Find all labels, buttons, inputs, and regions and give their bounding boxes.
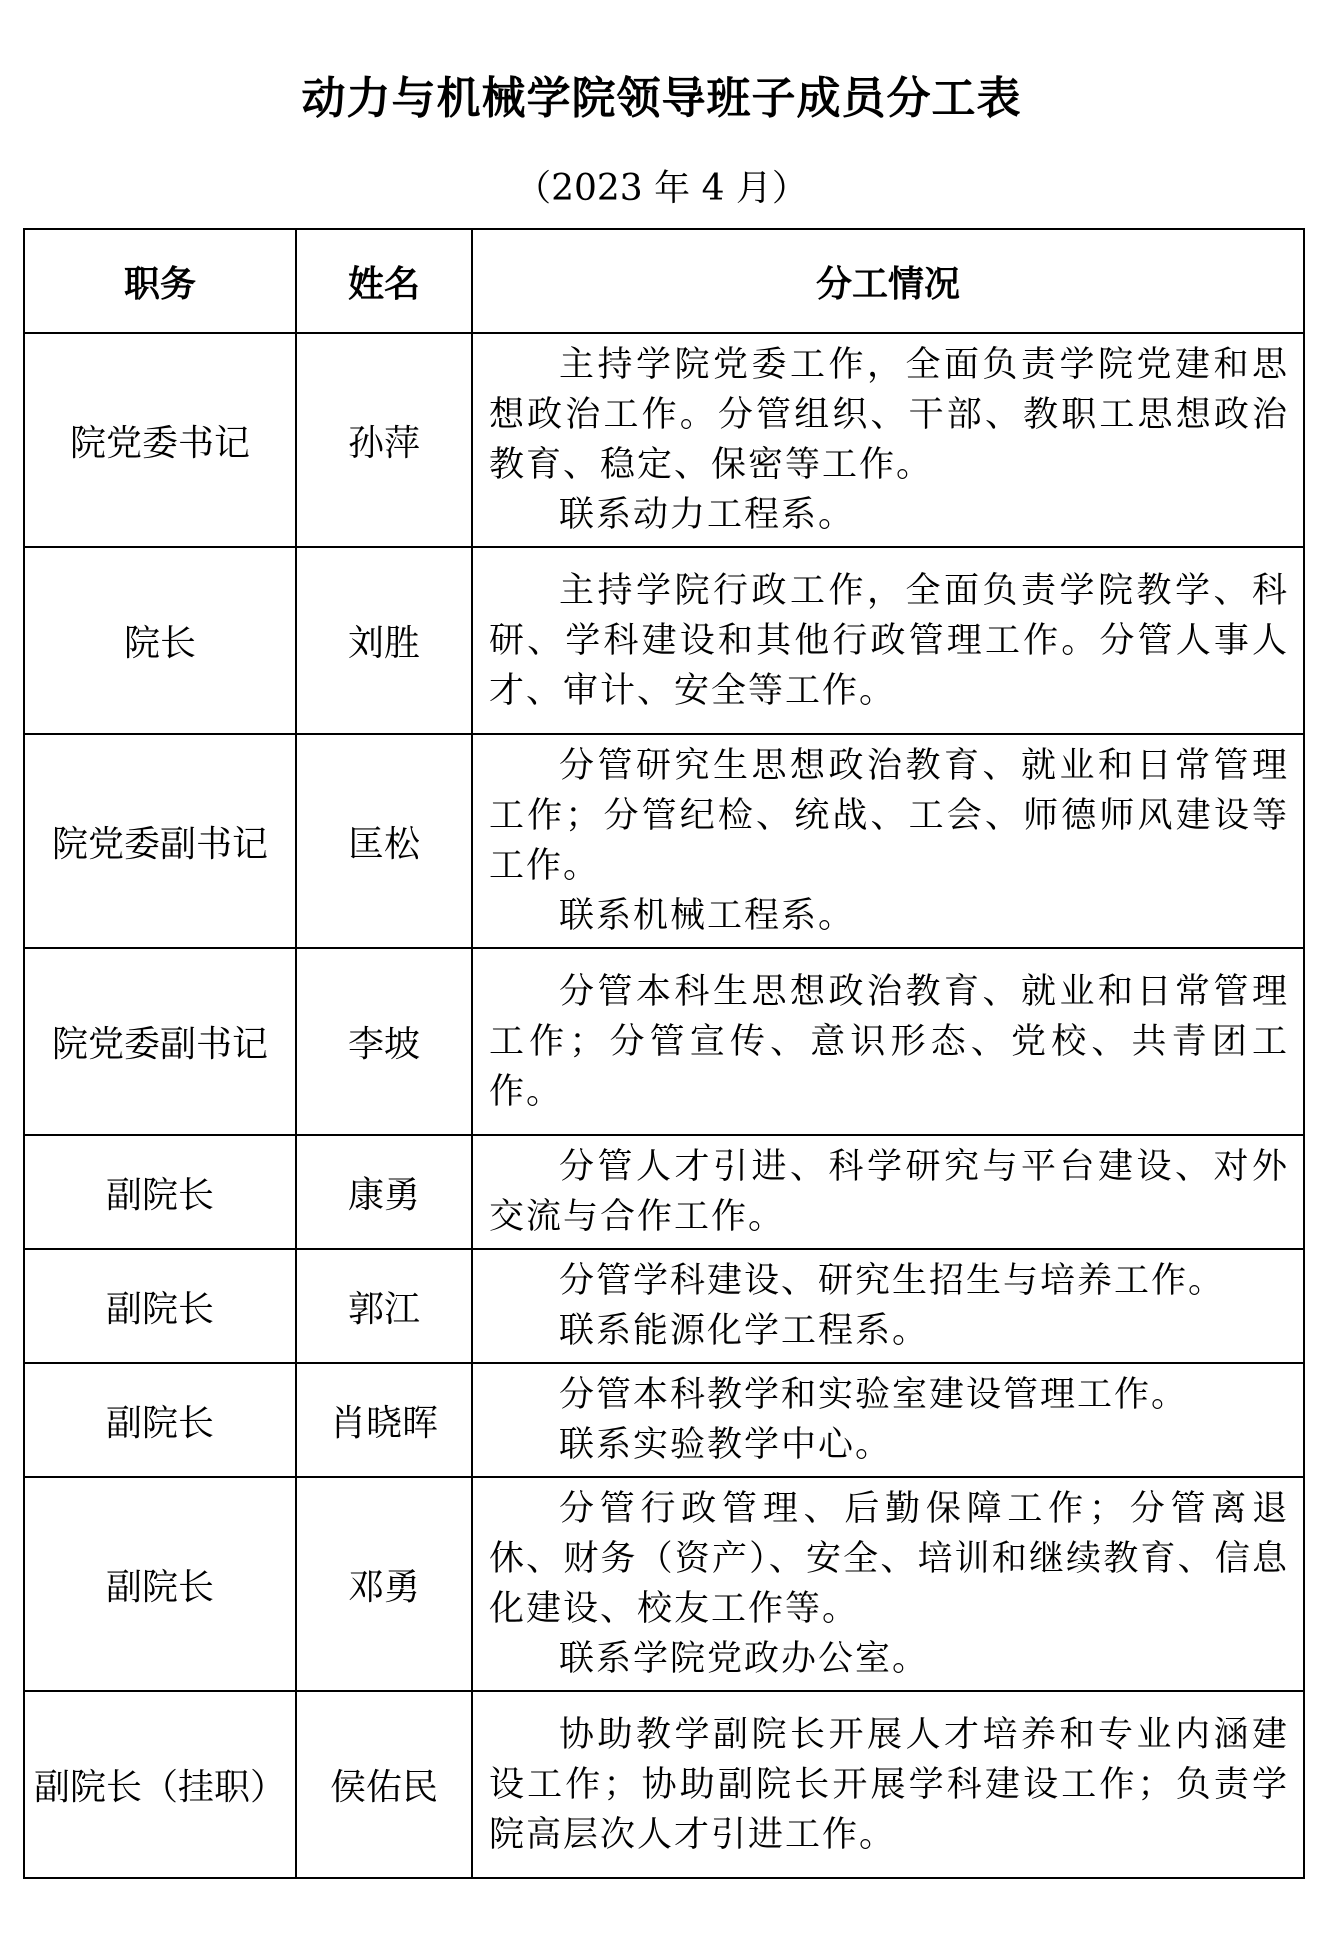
- position-cell: 副院长: [24, 1249, 296, 1363]
- duty-paragraph: 联系能源化学工程系。: [559, 1311, 930, 1351]
- position-cell: 副院长: [24, 1477, 296, 1691]
- table-row: [24, 1363, 1304, 1477]
- document-title: 动力与机械学院领导班子成员分工表: [301, 73, 1022, 124]
- name-cell: 李坡: [296, 948, 472, 1135]
- table-row: [24, 547, 1304, 734]
- table-body: [24, 333, 1304, 1878]
- header-duties: 分工情况: [472, 229, 1304, 333]
- name-cell: 侯佑民: [296, 1691, 472, 1878]
- table-row: [24, 1477, 1304, 1691]
- position-cell: 副院长（挂职）: [24, 1691, 296, 1878]
- duty-paragraph: 分管本科生思想政治教育、就业和日常管理工作；分管宣传、意识形态、党校、共青团工作。: [489, 971, 1289, 1112]
- header-row: [24, 229, 1304, 333]
- position-cell: 院党委副书记: [24, 734, 296, 948]
- table-row: [24, 1691, 1304, 1878]
- name-cell: 匡松: [296, 734, 472, 948]
- duties-cell: [472, 948, 1304, 1135]
- position-cell: 院党委副书记: [24, 948, 296, 1135]
- duty-paragraph: 分管行政管理、后勤保障工作；分管离退休、财务（资产）、安全、培训和继续教育、信息化建设、校友工作等。: [489, 1489, 1289, 1629]
- name-cell: 邓勇: [296, 1477, 472, 1691]
- table-header: [24, 229, 1304, 333]
- table-row: [24, 1249, 1304, 1363]
- header-position: 职务: [24, 229, 296, 333]
- name-cell: 刘胜: [296, 547, 472, 734]
- name-cell: 孙萍: [296, 333, 472, 547]
- duty-paragraph: 分管本科教学和实验室建设管理工作。: [559, 1375, 1189, 1415]
- table-row: [24, 333, 1304, 547]
- name-cell: 郭江: [296, 1249, 472, 1363]
- duties-cell: [472, 547, 1304, 734]
- duties-cell: [472, 1691, 1304, 1878]
- duty-table: [23, 228, 1305, 1879]
- duty-paragraph: 主持学院党委工作，全面负责学院党建和思想政治工作。分管组织、干部、教职工思想政治教育、稳定、保密等工作。: [489, 345, 1289, 485]
- position-cell: 副院长: [24, 1135, 296, 1249]
- duties-cell: [472, 734, 1304, 948]
- duties-cell: [472, 333, 1304, 547]
- duty-paragraph: 协助教学副院长开展人才培养和专业内涵建设工作；协助副院长开展学科建设工作；负责学院高层次人才引进工作。: [489, 1714, 1289, 1855]
- duty-paragraph: 联系机械工程系。: [559, 896, 856, 936]
- duty-paragraph: 分管研究生思想政治教育、就业和日常管理工作；分管纪检、统战、工会、师德师风建设等工作。: [489, 746, 1289, 886]
- table-row: [24, 734, 1304, 948]
- duty-paragraph: 联系学院党政办公室。: [559, 1639, 930, 1679]
- duty-paragraph: 联系实验教学中心。: [559, 1425, 893, 1465]
- table-row: [24, 948, 1304, 1135]
- duty-paragraph: 分管人才引进、科学研究与平台建设、对外交流与合作工作。: [489, 1147, 1289, 1237]
- position-cell: 院长: [24, 547, 296, 734]
- position-cell: 院党委书记: [24, 333, 296, 547]
- duties-cell: [472, 1477, 1304, 1691]
- position-cell: 副院长: [24, 1363, 296, 1477]
- document-date: （2023 年 4 月）: [515, 168, 808, 209]
- duty-paragraph: 主持学院行政工作，全面负责学院教学、科研、学科建设和其他行政管理工作。分管人事人才、审计、安全等工作。: [489, 570, 1289, 711]
- name-cell: 肖晓晖: [296, 1363, 472, 1477]
- duty-paragraph: 分管学科建设、研究生招生与培养工作。: [559, 1261, 1226, 1301]
- duties-cell: [472, 1249, 1304, 1363]
- table-row: [24, 1135, 1304, 1249]
- name-cell: 康勇: [296, 1135, 472, 1249]
- duties-cell: [472, 1363, 1304, 1477]
- header-name: 姓名: [296, 229, 472, 333]
- duty-paragraph: 联系动力工程系。: [559, 495, 856, 535]
- duties-cell: [472, 1135, 1304, 1249]
